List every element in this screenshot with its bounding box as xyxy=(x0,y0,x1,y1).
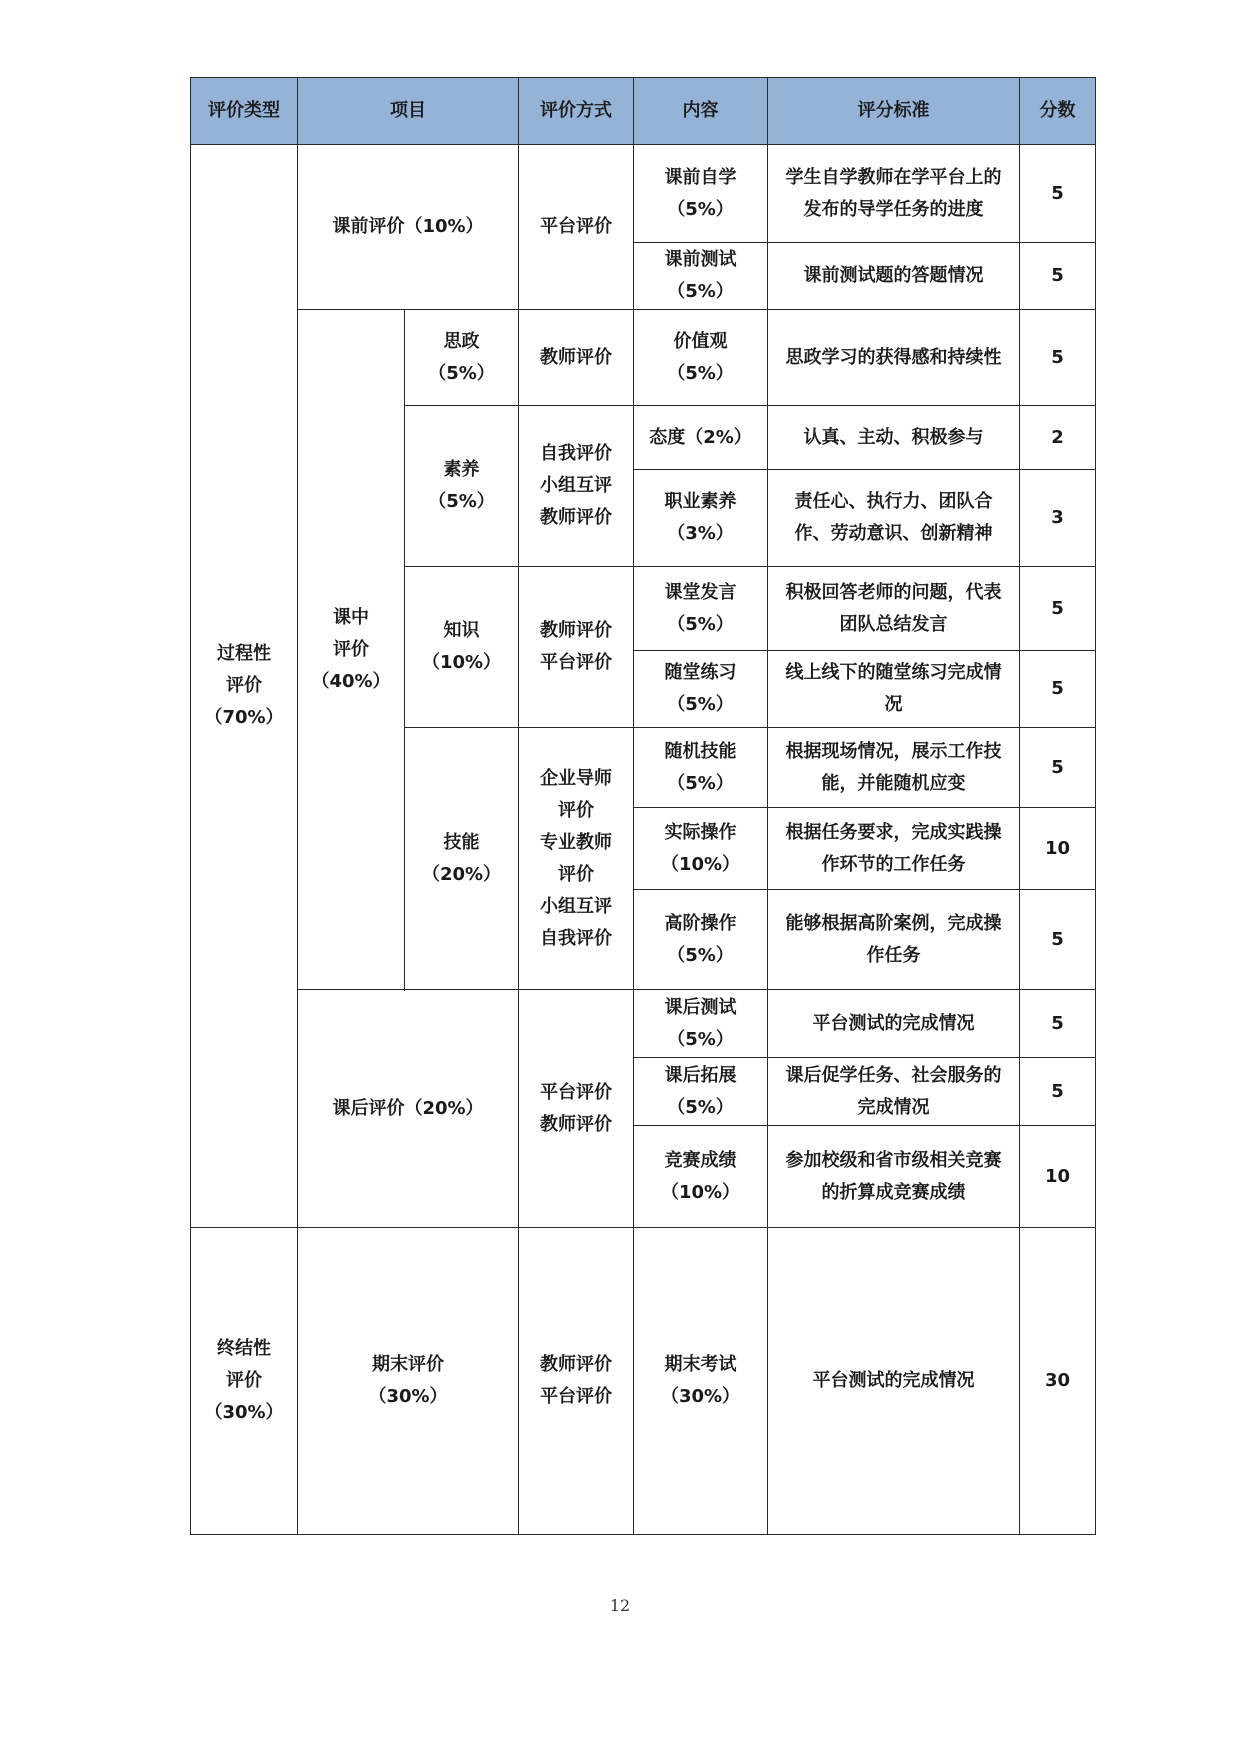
method-cell: 教师评价 xyxy=(519,310,634,406)
content-cell: 随机技能 （5%） xyxy=(634,728,768,808)
score-cell: 5 xyxy=(1020,890,1096,990)
page-number: 12 xyxy=(609,1596,631,1615)
table-row xyxy=(191,145,1096,243)
criteria-cell: 课后促学任务、社会服务的 完成情况 xyxy=(768,1058,1020,1126)
score-cell: 10 xyxy=(1020,1126,1096,1228)
criteria-cell: 责任心、执行力、团队合 作、劳动意识、创新精神 xyxy=(768,470,1020,567)
criteria-cell: 平台测试的完成情况 xyxy=(768,990,1020,1058)
content-cell: 随堂练习 （5%） xyxy=(634,651,768,728)
post-item-cell: 课后评价（20%） xyxy=(298,990,519,1228)
score-cell: 5 xyxy=(1020,567,1096,651)
sub-item-cell: 思政 （5%） xyxy=(405,310,519,406)
pre-item-cell: 课前评价（10%） xyxy=(298,145,519,310)
final-score-cell: 30 xyxy=(1020,1228,1096,1535)
content-cell: 课前自学 （5%） xyxy=(634,145,768,243)
header-item: 项目 xyxy=(298,78,519,145)
score-cell: 3 xyxy=(1020,470,1096,567)
criteria-cell: 课前测试题的答题情况 xyxy=(768,243,1020,310)
criteria-cell: 根据任务要求，完成实践操 作环节的工作任务 xyxy=(768,808,1020,890)
score-cell: 5 xyxy=(1020,310,1096,406)
criteria-cell: 认真、主动、积极参与 xyxy=(768,406,1020,470)
criteria-cell: 学生自学教师在学平台上的 发布的导学任务的进度 xyxy=(768,145,1020,243)
score-cell: 10 xyxy=(1020,808,1096,890)
content-cell: 态度（2%） xyxy=(634,406,768,470)
table-row xyxy=(191,1228,1096,1535)
header-score: 分数 xyxy=(1020,78,1096,145)
final-content-cell: 期末考试 （30%） xyxy=(634,1228,768,1535)
method-cell: 教师评价 平台评价 xyxy=(519,567,634,728)
method-cell: 企业导师 评价 专业教师 评价 小组互评 自我评价 xyxy=(519,728,634,990)
criteria-cell: 参加校级和省市级相关竞赛 的折算成竞赛成绩 xyxy=(768,1126,1020,1228)
score-cell: 2 xyxy=(1020,406,1096,470)
sub-item-cell: 技能 （20%） xyxy=(405,728,519,990)
final-criteria-cell: 平台测试的完成情况 xyxy=(768,1228,1020,1535)
content-cell: 高阶操作 （5%） xyxy=(634,890,768,990)
content-cell: 课堂发言 （5%） xyxy=(634,567,768,651)
post-method-cell: 平台评价 教师评价 xyxy=(519,990,634,1228)
content-cell: 竞赛成绩 （10%） xyxy=(634,1126,768,1228)
table-row xyxy=(191,310,1096,406)
final-item-cell: 期末评价 （30%） xyxy=(298,1228,519,1535)
final-method-cell: 教师评价 平台评价 xyxy=(519,1228,634,1535)
score-cell: 5 xyxy=(1020,243,1096,310)
score-cell: 5 xyxy=(1020,728,1096,808)
content-cell: 价值观 （5%） xyxy=(634,310,768,406)
score-cell: 5 xyxy=(1020,651,1096,728)
process-type-cell: 过程性 评价 （70%） xyxy=(191,145,298,1228)
final-type-cell: 终结性 评价 （30%） xyxy=(191,1228,298,1535)
method-cell: 自我评价 小组互评 教师评价 xyxy=(519,406,634,567)
content-cell: 课后测试 （5%） xyxy=(634,990,768,1058)
criteria-cell: 积极回答老师的问题，代表 团队总结发言 xyxy=(768,567,1020,651)
criteria-cell: 根据现场情况，展示工作技 能，并能随机应变 xyxy=(768,728,1020,808)
header-method: 评价方式 xyxy=(519,78,634,145)
criteria-cell: 能够根据高阶案例，完成操 作任务 xyxy=(768,890,1020,990)
content-cell: 课后拓展 （5%） xyxy=(634,1058,768,1126)
evaluation-table xyxy=(190,77,1096,1535)
sub-item-cell: 素养 （5%） xyxy=(405,406,519,567)
score-cell: 5 xyxy=(1020,990,1096,1058)
sub-item-cell: 知识 （10%） xyxy=(405,567,519,728)
content-cell: 课前测试 （5%） xyxy=(634,243,768,310)
mid-item-cell: 课中 评价 （40%） xyxy=(298,310,405,990)
header-content: 内容 xyxy=(634,78,768,145)
score-cell: 5 xyxy=(1020,1058,1096,1126)
header-type: 评价类型 xyxy=(191,78,298,145)
score-cell: 5 xyxy=(1020,145,1096,243)
content-cell: 职业素养 （3%） xyxy=(634,470,768,567)
criteria-cell: 思政学习的获得感和持续性 xyxy=(768,310,1020,406)
header-criteria: 评分标准 xyxy=(768,78,1020,145)
content-cell: 实际操作 （10%） xyxy=(634,808,768,890)
table-row xyxy=(191,990,1096,1058)
pre-method-cell: 平台评价 xyxy=(519,145,634,310)
criteria-cell: 线上线下的随堂练习完成情 况 xyxy=(768,651,1020,728)
header-row xyxy=(191,78,1096,145)
